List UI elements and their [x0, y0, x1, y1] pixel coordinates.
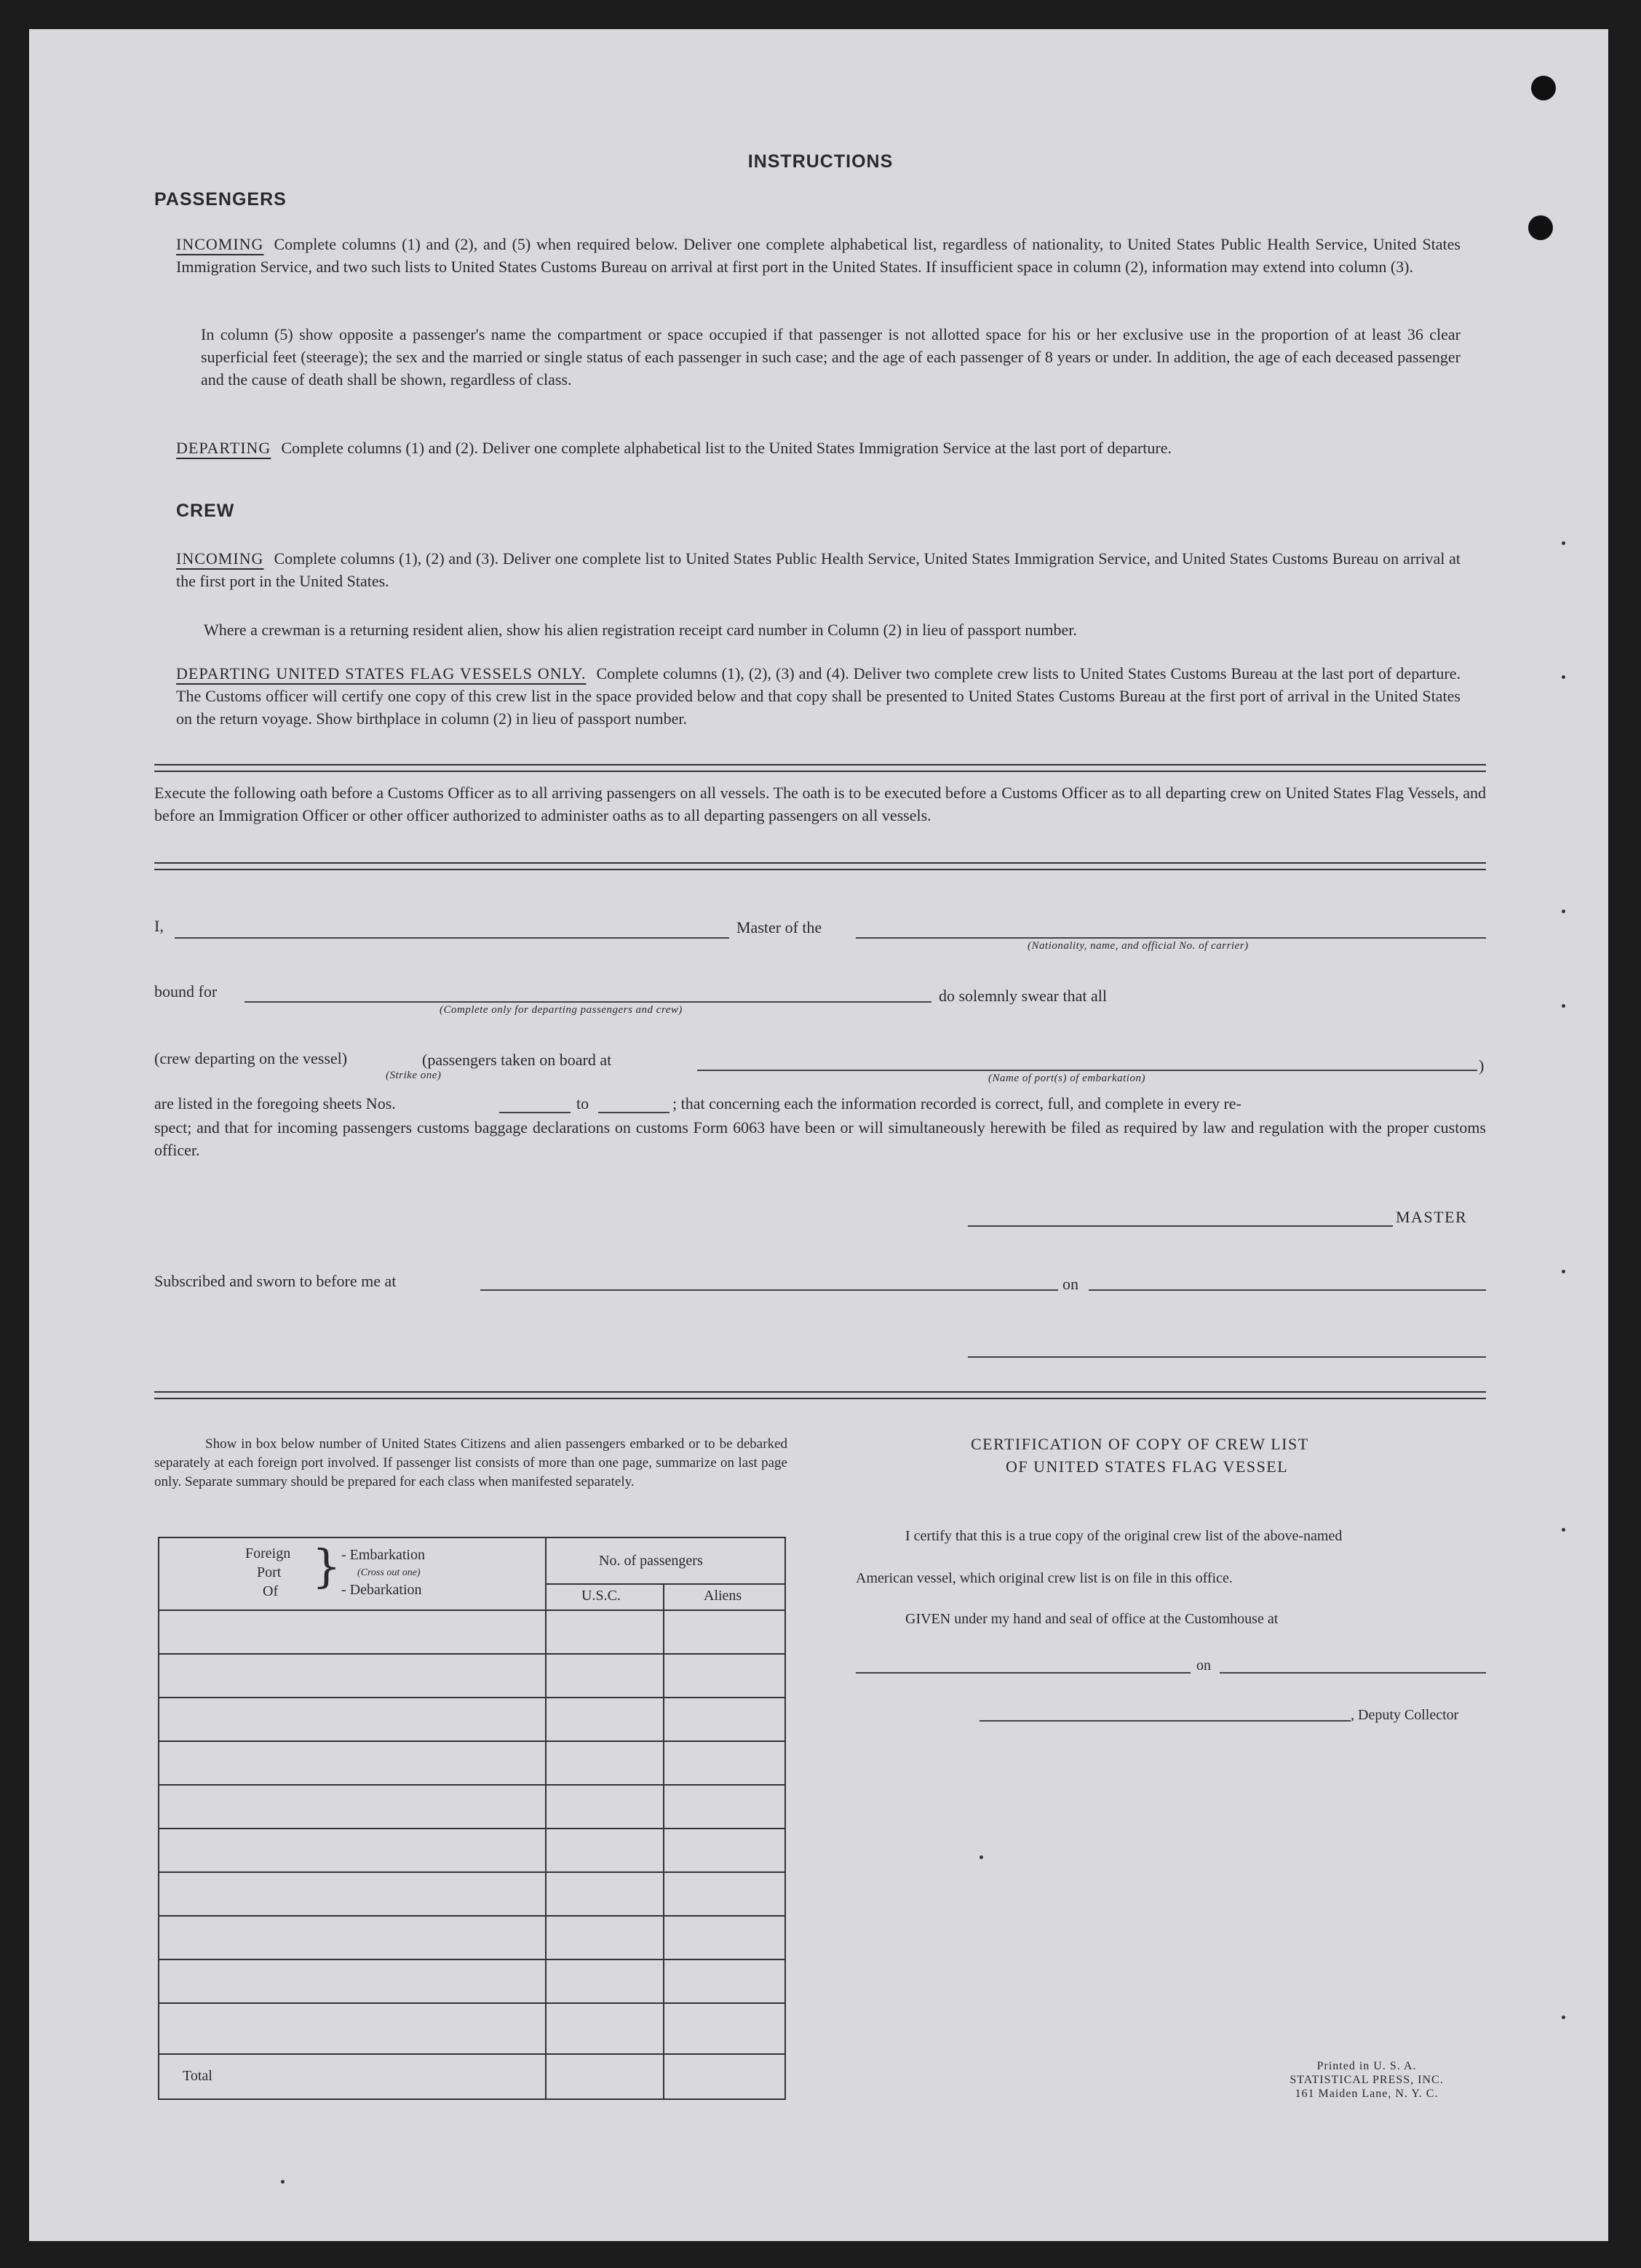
- crew-incoming-text: Complete columns (1), (2) and (3). Deliver one complete list to United States Public Health Service, United States Immigration Service, and United States Customs Bureau on arrival at the first port in the United States.: [176, 549, 1461, 590]
- sworn-date-field[interactable]: [1089, 1289, 1486, 1291]
- passengers-heading: PASSENGERS: [154, 189, 287, 210]
- crew-incoming-label: INCOMING: [176, 549, 264, 568]
- of-label: Of: [263, 1583, 279, 1599]
- passengers-incoming-paragraph: [176, 233, 1461, 278]
- no-passengers-header: No. of passengers: [599, 1553, 703, 1569]
- passengers-departing-label: DEPARTING: [176, 439, 271, 457]
- officer-signature-field[interactable]: [968, 1356, 1486, 1358]
- cross-out-caption: (Cross out one): [357, 1567, 421, 1578]
- bound-for-label: bound for: [154, 982, 218, 1000]
- listed-to-label: to: [576, 1094, 589, 1113]
- total-label: Total: [183, 2068, 212, 2084]
- oath-instruction: Execute the following oath before a Customs Officer as to all arriving passengers on all vessels. The oath is to be executed before a Customs Officer as to all departing crew on United States Flag Vessels, and before an Immigration Officer or other officer authorized to administer oaths as to all departing passengers on all vessels.: [154, 784, 1486, 824]
- sworn-place-field[interactable]: [480, 1289, 1058, 1291]
- speck: [1562, 1528, 1565, 1532]
- crew-departing-flag-text: Complete columns (1), (2), (3) and (4). Deliver two complete crew lists to United States Customs Bureau at the last port of departure. The Customs officer will certify one copy of this crew list in the space provided below and that copy shall be presented to United States Customs Bureau at the first port of arrival in the United States on the return voyage. Show birthplace in column (2) in lieu of passport number.: [176, 664, 1461, 728]
- listed-sheets-label: are listed in the foregoing sheets Nos.: [154, 1094, 396, 1113]
- subscribed-label: Subscribed and sworn to before me at: [154, 1272, 397, 1290]
- divider-double-3: [154, 1391, 1486, 1399]
- brace-icon: }: [312, 1540, 341, 1593]
- usc-header: U.S.C.: [581, 1588, 621, 1604]
- divider-double-1: [154, 764, 1486, 772]
- listed-statement-rest: spect; and that for incoming passengers customs baggage declarations on customs Form 6063 have been or will simultaneously herewith be filed as required by law and regulation with the proper customs officer.: [154, 1118, 1486, 1159]
- certification-title-1: CERTIFICATION OF COPY OF CREW LIST: [971, 1435, 1309, 1453]
- crew-incoming-paragraph: [176, 547, 1461, 592]
- deputy-collector-label: , Deputy Collector: [1351, 1707, 1459, 1723]
- close-paren: ): [1479, 1057, 1485, 1075]
- carrier-caption: (Nationality, name, and official No. of carrier): [1028, 940, 1249, 952]
- given-line: GIVEN under my hand and seal of office at the Customhouse at: [905, 1611, 1279, 1627]
- crew-departing-flag-paragraph: [176, 662, 1461, 730]
- listed-statement: ; that concerning each the information recorded is correct, full, and complete in every re-: [672, 1094, 1241, 1113]
- deputy-signature-field[interactable]: [980, 1720, 1351, 1722]
- american-vessel-line: American vessel, which original crew list is on file in this office.: [856, 1570, 1233, 1586]
- speck: [1562, 2016, 1565, 2019]
- sheet-from-field[interactable]: [499, 1112, 571, 1113]
- passengers-departing-text: Complete columns (1) and (2). Deliver one complete alphabetical list to the United States Immigration Service at the last port of departure.: [281, 439, 1172, 457]
- speck: [1562, 910, 1565, 913]
- port-label: Port: [257, 1564, 282, 1580]
- passengers-departing-paragraph: [176, 437, 1461, 459]
- binder-hole-middle: [1528, 215, 1553, 240]
- carrier-field[interactable]: [856, 937, 1486, 939]
- passenger-summary-table: [158, 1537, 786, 2100]
- master-name-field[interactable]: [175, 937, 729, 939]
- ports-embarkation-field[interactable]: [697, 1070, 1477, 1071]
- master-label: MASTER: [1396, 1208, 1468, 1226]
- ports-caption: (Name of port(s) of embarkation): [988, 1073, 1145, 1084]
- printer-line-2: STATISTICAL PRESS, INC.: [1290, 2074, 1444, 2086]
- column5-paragraph: In column (5) show opposite a passenger's name the compartment or space occupied if that passenger is not allotted space for his or her exclusive use in the proportion of at least 36 clear superficial feet (steerage); the sex and the married or single status of each passenger in such case; and the age of each passenger of 8 years or under. In addition, the age of each deceased passenger and the cause of death shall be shown, regardless of class.: [201, 325, 1461, 389]
- bound-for-field[interactable]: [245, 1001, 931, 1003]
- oath-i-label: I,: [154, 917, 164, 935]
- cert-on-label: on: [1196, 1658, 1211, 1674]
- master-of-the-label: Master of the: [736, 918, 822, 936]
- customhouse-field[interactable]: [856, 1672, 1191, 1674]
- printer-line-3: 161 Maiden Lane, N. Y. C.: [1295, 2088, 1439, 2100]
- certify-line: I certify that this is a true copy of the original crew list of the above-named: [905, 1528, 1343, 1544]
- speck: [281, 2180, 285, 2184]
- swear-label: do solemnly swear that all: [939, 987, 1107, 1005]
- crew-resident-paragraph: Where a crewman is a returning resident alien, show his alien registration receipt card number in Column (2) in lieu of passport number.: [204, 621, 1077, 639]
- aliens-header: Aliens: [704, 1588, 742, 1604]
- sheet-to-field[interactable]: [598, 1112, 669, 1113]
- foreign-label: Foreign: [245, 1545, 291, 1561]
- page-title: INSTRUCTIONS: [747, 151, 894, 172]
- speck: [1562, 541, 1565, 545]
- debarkation-option: - Debarkation: [341, 1582, 422, 1598]
- speck: [1562, 675, 1565, 679]
- crew-departing-choice: (crew departing on the vessel): [154, 1049, 348, 1067]
- passengers-taken-choice: (passengers taken on board at: [422, 1051, 612, 1069]
- bound-for-caption: (Complete only for departing passengers and crew): [440, 1004, 683, 1016]
- binder-hole-top: [1531, 76, 1556, 100]
- master-signature-field[interactable]: [968, 1225, 1393, 1227]
- certification-title-2: OF UNITED STATES FLAG VESSEL: [1006, 1457, 1289, 1476]
- passengers-incoming-label: INCOMING: [176, 235, 264, 253]
- crew-heading: CREW: [176, 501, 235, 521]
- embarkation-option: - Embarkation: [341, 1547, 425, 1563]
- speck: [980, 1855, 983, 1859]
- printer-imprint: [1257, 2059, 1476, 2101]
- speck: [1562, 1004, 1565, 1008]
- sworn-on-label: on: [1062, 1275, 1078, 1293]
- cert-date-field[interactable]: [1220, 1672, 1486, 1674]
- divider-double-2: [154, 862, 1486, 870]
- speck: [1562, 1270, 1565, 1273]
- printer-line-1: Printed in U. S. A.: [1316, 2060, 1417, 2072]
- summary-note: Show in box below number of United States Citizens and alien passengers embarked or to be debarked separately at each foreign port involved. If passenger list consists of more than one page, summarize on last page only. Separate summary should be prepared for each class when manifested separately.: [154, 1436, 787, 1489]
- strike-one-caption: (Strike one): [386, 1070, 442, 1081]
- crew-departing-flag-label: DEPARTING UNITED STATES FLAG VESSELS ONLY.: [176, 664, 587, 683]
- passengers-incoming-text: Complete columns (1) and (2), and (5) when required below. Deliver one complete alphabetical list, regardless of nationality, to United States Public Health Service, United States Immigration Service, and two such lists to United States Customs Bureau on arrival at first port in the United States. If insufficient space in column (2), information may extend into column (3).: [176, 235, 1461, 276]
